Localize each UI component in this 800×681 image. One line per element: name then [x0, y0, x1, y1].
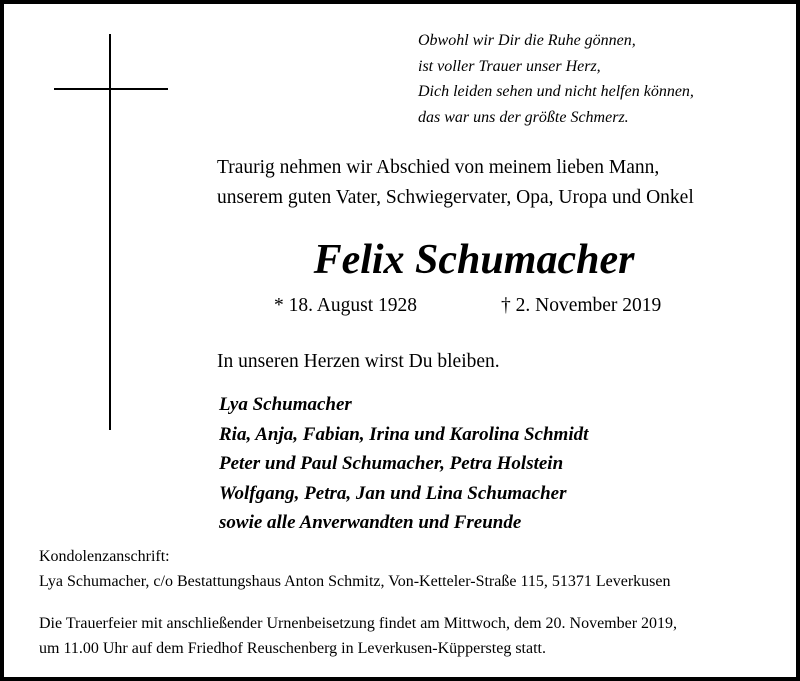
birth-date: * 18. August 1928 [274, 295, 418, 316]
condolence-label: Kondolenzanschrift: [39, 548, 170, 565]
death-date: † 2. November 2019 [501, 295, 662, 316]
mourner-line: Peter und Paul Schumacher, Petra Holstein [219, 453, 564, 475]
poem-line: das war uns der größte Schmerz. [418, 108, 629, 126]
poem-line: Obwohl wir Dir die Ruhe gönnen, [418, 32, 636, 49]
funeral-line: um 11.00 Uhr auf dem Friedhof Reuschenberg in Leverkusen-Küppersteg statt. [39, 640, 546, 657]
condolence-address-text: Lya Schumacher, c/o Bestattungshaus Anton Schmitz, Von-Ketteler-Straße 115, 51371 Leverkusen [39, 573, 671, 590]
poem-line: ist voller Trauer unser Herz, [418, 57, 601, 75]
cross-icon [109, 34, 111, 430]
mourner-line: Lya Schumacher [219, 394, 352, 415]
intro-text [217, 153, 694, 213]
mourner-line: sowie alle Anverwandten und Freunde [219, 512, 522, 534]
deceased-name: Felix Schumacher [313, 237, 635, 283]
funeral-line: Die Trauerfeier mit anschließender Urnenbeisetzung findet am Mittwoch, dem 20. November 2019, [39, 615, 678, 632]
closing-line: In unseren Herzen wirst Du bleiben. [217, 351, 500, 372]
mourners-list [219, 390, 588, 538]
funeral-info [39, 611, 677, 661]
mourner-line: Wolfgang, Petra, Jan und Lina Schumacher [219, 482, 567, 504]
intro-line: Traurig nehmen wir Abschied von meinem lieben Mann, [217, 157, 660, 178]
cross-icon-crossbar [54, 88, 168, 90]
poem [418, 28, 694, 130]
mourner-line: Ria, Anja, Fabian, Irina und Karolina Schmidt [219, 423, 589, 445]
condolence-address [39, 544, 671, 594]
intro-line: unserem guten Vater, Schwiegervater, Opa, Uropa und Onkel [217, 187, 694, 208]
poem-line: Dich leiden sehen und nicht helfen können, [418, 83, 694, 100]
